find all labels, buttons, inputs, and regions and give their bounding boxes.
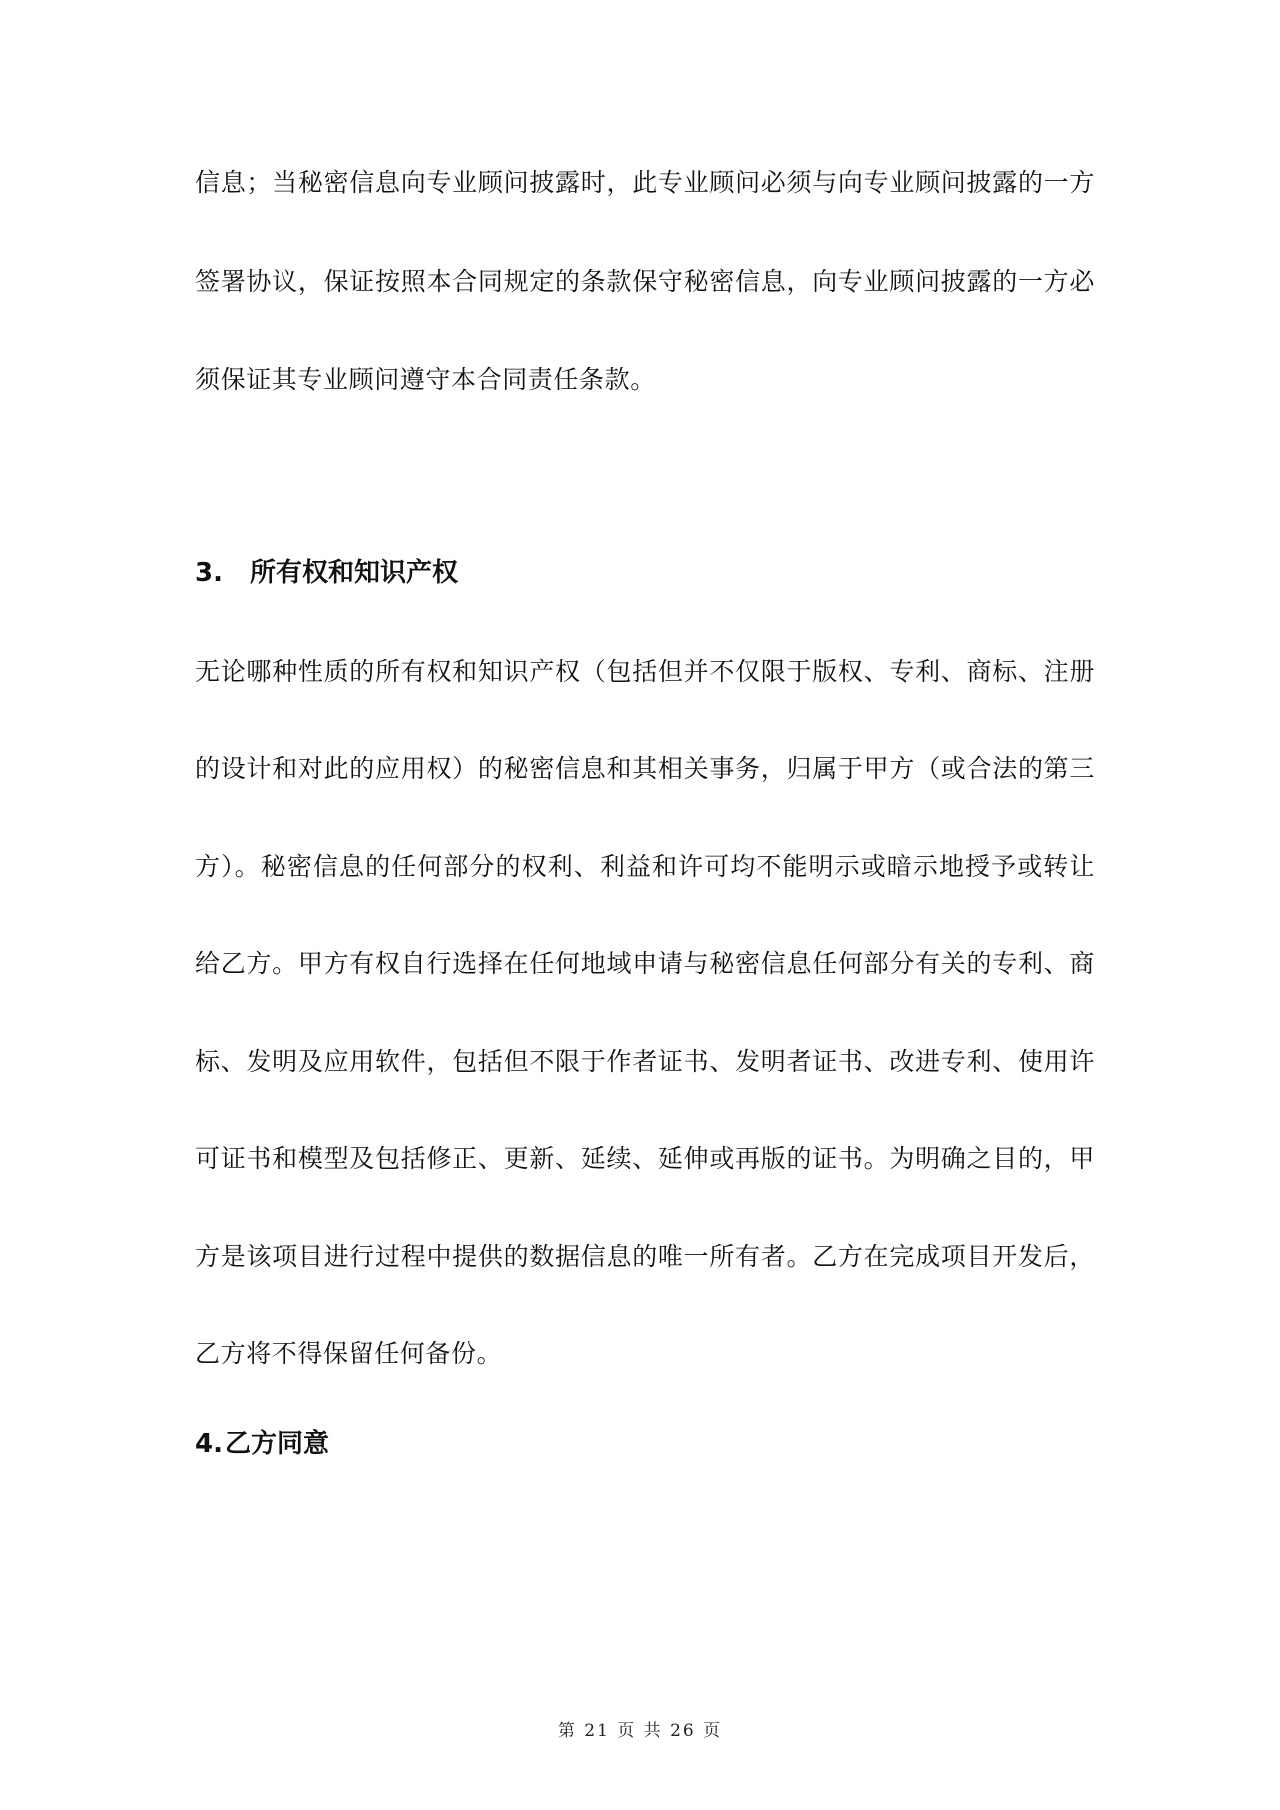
section-number: 3. [195,558,223,588]
paragraph-line: 标、发明及应用软件，包括但不限于作者证书、发明者证书、改进专利、使用许 [195,1047,1095,1076]
paragraph-line: 方是该项目进行过程中提供的数据信息的唯一所有者。乙方在完成项目开发后， [195,1242,1095,1271]
paragraph-line: 签署协议，保证按照本合同规定的条款保守秘密信息，向专业顾问披露的一方必 [195,267,1095,296]
paragraph-line: 乙方将不得保留任何备份。 [195,1339,503,1368]
section-4-heading [195,1427,329,1461]
section-title: 所有权和知识产权 [250,558,459,588]
paragraph-line: 信息；当秘密信息向专业顾问披露时，此专业顾问必须与向专业顾问披露的一方 [195,168,1095,197]
paragraph-line: 须保证其专业顾问遵守本合同责任条款。 [195,365,656,394]
section-number: 4. [195,1429,223,1459]
section-title: 乙方同意 [225,1429,330,1459]
paragraph-line: 可证书和模型及包括修正、更新、延续、延伸或再版的证书。为明确之目的，甲 [195,1144,1095,1173]
paragraph-line: 给乙方。甲方有权自行选择在任何地域申请与秘密信息任何部分有关的专利、商 [195,949,1095,978]
paragraph-line: 的设计和对此的应用权）的秘密信息和其相关事务，归属于甲方（或合法的第三 [195,754,1095,783]
paragraph-line: 无论哪种性质的所有权和知识产权（包括但并不仅限于版权、专利、商标、注册 [195,657,1095,686]
page-number-footer: 第 21 页 共 26 页 [557,1721,723,1741]
paragraph-line: 方）。秘密信息的任何部分的权利、利益和许可均不能明示或暗示地授予或转让 [195,852,1095,881]
section-3-heading [195,556,458,590]
